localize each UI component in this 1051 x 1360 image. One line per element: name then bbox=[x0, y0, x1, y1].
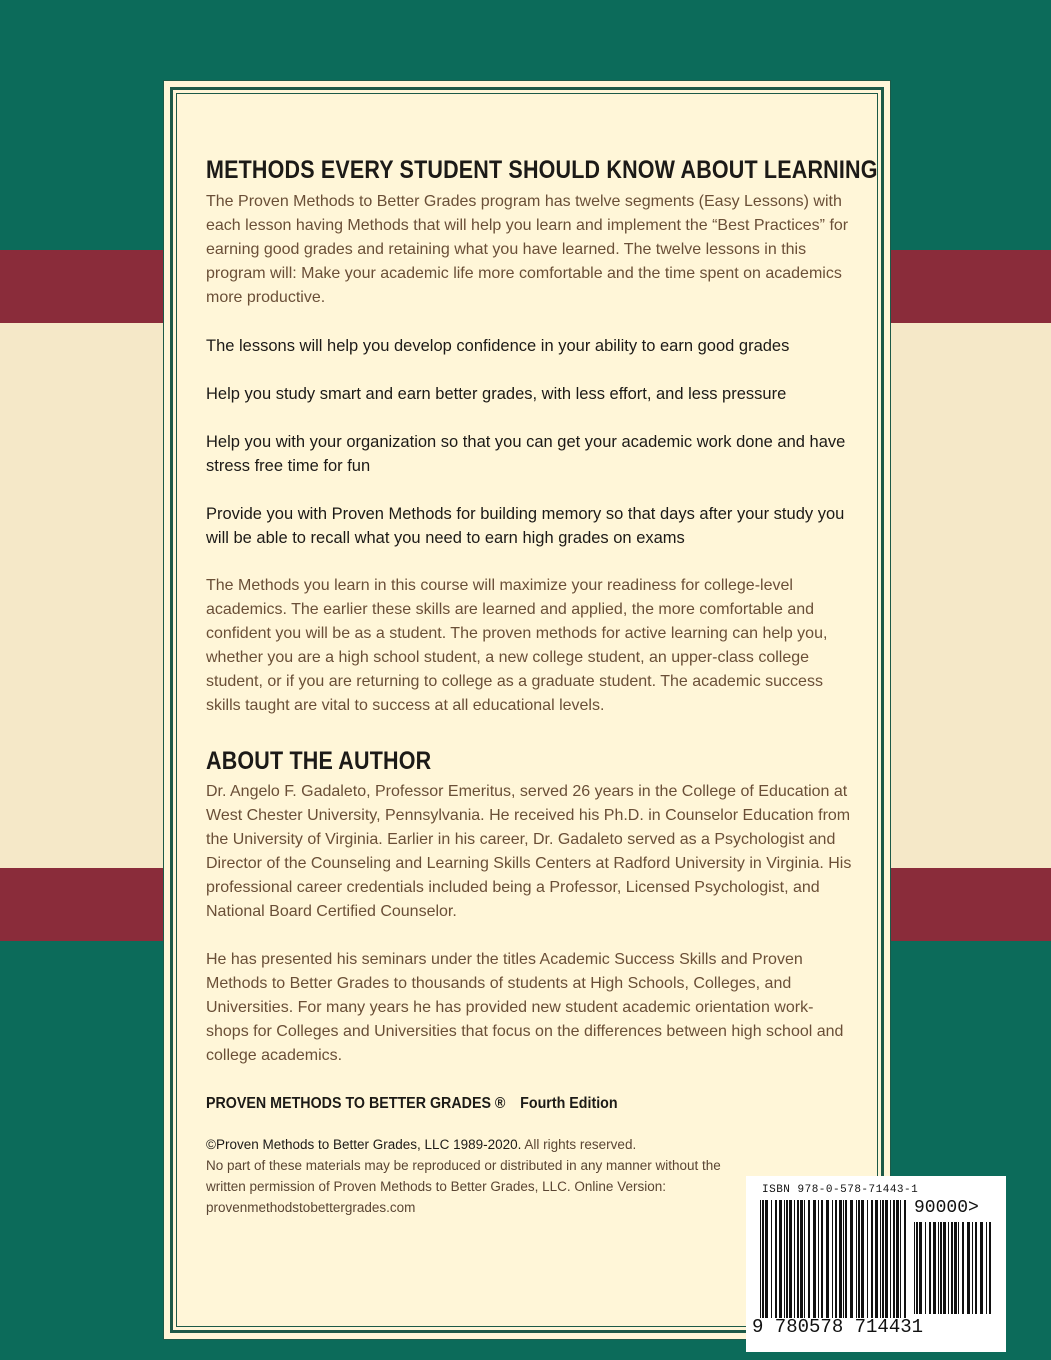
barcode-bar bbox=[948, 1222, 949, 1314]
barcode-bar bbox=[826, 1200, 829, 1318]
barcode-bar bbox=[916, 1222, 918, 1314]
benefit-item: Help you with your organization so that you can get your academic work done and have stress free time for fun bbox=[206, 433, 846, 475]
barcode-bar bbox=[929, 1222, 931, 1314]
benefit-item: The lessons will help you develop confidence in your ability to earn good grades bbox=[206, 337, 790, 355]
barcode-bar bbox=[850, 1200, 853, 1318]
barcode-bar bbox=[839, 1200, 842, 1318]
barcode-bar bbox=[794, 1200, 795, 1318]
barcode-bar bbox=[800, 1200, 803, 1318]
author-bio: Dr. Angelo F. Gadaleto, Professor Emeritus, served 26 years in the College of Education at West Chester University, Pennsylvania. He received his Ph.D. in Counselor Education from the University of Virginia. Earlier in his career, Dr. Gadaleto served as a Psychologist and Director of the Counseling and Learning Skills Centers at Radford University in Virginia. His professional career credentials included being a Professor, Licensed Psychologist, and National Board Certified Counselor. bbox=[206, 783, 852, 920]
isbn-barcode bbox=[746, 1176, 1006, 1352]
copyright-notice: No part of these materials may be reproduced or distributed in any manner without the written permission of Proven Methods to Better Grades, LLC. Online Version: provenmethodstobettergrades.com bbox=[206, 1158, 721, 1215]
isbn-label: ISBN 978-0-578-71443-1 bbox=[762, 1184, 919, 1196]
barcode-bar bbox=[925, 1222, 926, 1314]
barcode-bar bbox=[760, 1200, 761, 1318]
barcode-bar bbox=[885, 1200, 888, 1318]
barcode-bar bbox=[880, 1200, 881, 1318]
barcode-bar bbox=[951, 1222, 953, 1314]
barcode-bar bbox=[967, 1222, 970, 1314]
barcode-bar bbox=[789, 1200, 792, 1318]
barcode-bar bbox=[938, 1222, 939, 1314]
benefit-item: Help you study smart and earn better grades, with less effort, and less pressure bbox=[206, 385, 787, 403]
edition-title: PROVEN METHODS TO BETTER GRADES ® bbox=[206, 1095, 506, 1112]
barcode-bar bbox=[762, 1200, 764, 1318]
barcode-bar bbox=[875, 1200, 878, 1318]
barcode-bar bbox=[786, 1200, 788, 1318]
barcode-bar bbox=[893, 1200, 895, 1318]
barcode-bar bbox=[972, 1222, 973, 1314]
barcode-bar bbox=[775, 1200, 777, 1318]
barcode-bar bbox=[858, 1200, 860, 1318]
barcode-addon-digits: 90000> bbox=[914, 1198, 979, 1218]
copyright-line: ©Proven Methods to Better Grades, LLC 1989-2020. bbox=[206, 1137, 522, 1152]
barcode-bar bbox=[784, 1200, 785, 1318]
barcode-bar bbox=[779, 1200, 782, 1318]
back-cover-text bbox=[206, 150, 878, 1218]
rights-text: All rights reserved. bbox=[524, 1137, 637, 1152]
barcode-bar bbox=[808, 1200, 810, 1318]
barcode-bar bbox=[813, 1200, 816, 1318]
barcode-bar bbox=[765, 1200, 768, 1318]
barcode-bar bbox=[962, 1222, 964, 1314]
benefit-item: Provide you with Proven Methods for building memory so that days after your study you will be able to recall what you need to earn high grades on exams bbox=[206, 505, 845, 547]
barcode-bar bbox=[882, 1200, 884, 1318]
barcode-bar bbox=[900, 1200, 901, 1318]
barcode-bar bbox=[904, 1200, 906, 1318]
barcode-bar bbox=[890, 1200, 891, 1318]
barcode-bar bbox=[845, 1200, 847, 1318]
barcode-bar bbox=[871, 1200, 873, 1318]
barcode-bar bbox=[954, 1222, 957, 1314]
author-seminars: He has presented his seminars under the titles Academic Success Skills and Proven Methods to Better Grades to thousands of students at High Schools, Colleges, and Universities. For many years he has provided new student academic orientation work-shops for Colleges and Universities that focus on the differences between high school and college academics. bbox=[206, 951, 844, 1064]
barcode-bars bbox=[760, 1200, 910, 1318]
edition-line bbox=[206, 1092, 802, 1116]
heading-learning: METHODS EVERY STUDENT SHOULD KNOW ABOUT LEARNING bbox=[206, 156, 878, 184]
barcode-bar bbox=[943, 1222, 946, 1314]
barcode-bar bbox=[867, 1200, 868, 1318]
edition-label: Fourth Edition bbox=[520, 1095, 618, 1112]
barcode-bar bbox=[835, 1200, 837, 1318]
barcode-bar bbox=[804, 1200, 805, 1318]
barcode-bar bbox=[861, 1200, 864, 1318]
barcode-bar bbox=[975, 1222, 977, 1314]
barcode-bar bbox=[818, 1200, 819, 1318]
barcode-bar bbox=[856, 1200, 857, 1318]
barcode-bar bbox=[919, 1222, 922, 1314]
copyright-block bbox=[206, 1134, 736, 1218]
barcode-bar bbox=[940, 1222, 942, 1314]
barcode-bar bbox=[933, 1222, 936, 1314]
barcode-digits: 9 780578 714431 bbox=[752, 1316, 924, 1338]
barcode-bar bbox=[832, 1200, 833, 1318]
intro-paragraph: The Proven Methods to Better Grades program has twelve segments (Easy Lessons) with each lesson having Methods that will help you learn and implement the “Best Practices” for earning good grades and retaining what you have learned. The twelve lessons in this program will: Make your academic life more comfortable and the time spent on academics more productive. bbox=[206, 193, 849, 306]
barcode-bar bbox=[771, 1200, 772, 1318]
barcode-bar bbox=[914, 1222, 915, 1314]
barcode-bar bbox=[896, 1200, 899, 1318]
barcode-bar bbox=[958, 1222, 959, 1314]
barcode-bar bbox=[986, 1222, 987, 1314]
barcode-bar bbox=[980, 1222, 983, 1314]
barcode-bar bbox=[821, 1200, 823, 1318]
barcode-bar bbox=[797, 1200, 799, 1318]
barcode-addon-bars bbox=[914, 1222, 994, 1344]
barcode-bar bbox=[843, 1200, 844, 1318]
methods-paragraph: The Methods you learn in this course will maximize your readiness for college-level academics. The earlier these skills are learned and applied, the more comfortable and confident you will be as a student. The proven methods for active learning can help you, whether you are a high school student, a new college student, an upper-class college student, or if you are returning to college as a graduate student. The academic success skills taught are vital to success at all educational levels. bbox=[206, 577, 828, 714]
barcode-bar bbox=[989, 1222, 991, 1314]
heading-author: ABOUT THE AUTHOR bbox=[206, 747, 432, 775]
